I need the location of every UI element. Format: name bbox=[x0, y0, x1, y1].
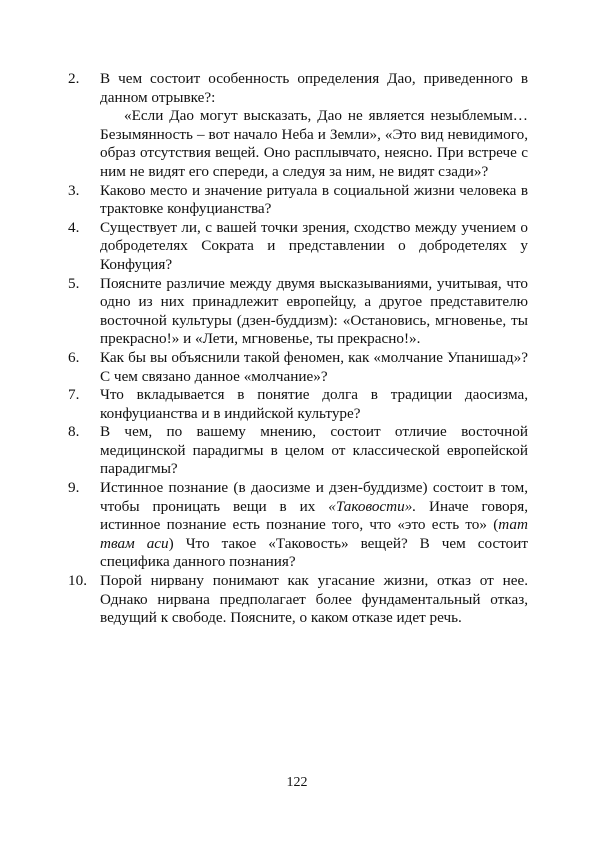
question-item bbox=[68, 423, 528, 479]
question-text: Каково место и значение ритуала в социальной жизни человека в трактовке конфуцианства? bbox=[100, 181, 528, 218]
question-text bbox=[100, 479, 528, 572]
question-text-part: Истинное познание (в даосизме и дзен-буддизме) состоит в том, чтобы проницать вещи в их bbox=[100, 479, 528, 515]
question-item bbox=[68, 386, 528, 423]
question-item bbox=[68, 572, 528, 628]
question-text-italic: тат твам аси bbox=[100, 516, 528, 552]
page-number: 122 bbox=[286, 775, 308, 790]
question-number: 10. bbox=[68, 572, 87, 590]
question-number: 6. bbox=[68, 348, 80, 366]
question-item bbox=[68, 182, 528, 219]
tao-quote: «Если Дао могут высказать, Дао не является незыблемым… Безымянность – вот начало Неба и Земли», «Это вид невидимого, образ отсутствия вещей. Оно расплывчато, неясно. При встрече с ним не видят его спереди, а следуя за ним, не видят сзади»? bbox=[100, 107, 528, 180]
question-text-part: Иначе говоря, истинное познание есть познание того, что «это есть то» ( bbox=[100, 497, 529, 534]
question-text: В чем состоит особенность определения Дао, приведенного в данном отрывке?: bbox=[100, 70, 528, 106]
question-number: 3. bbox=[68, 181, 80, 199]
question-text: Порой нирвану понимают как угасание жизни, отказ от нее. Однако нирвана предполагает более фундаментальный отказ, ведущий к свободе. Поясните, о каком отказе идет речь. bbox=[100, 572, 528, 627]
question-number: 7. bbox=[68, 386, 80, 404]
question-text: Как бы вы объяснили такой феномен, как «молчание Упанишад»? С чем связано данное «молчание»? bbox=[100, 348, 528, 385]
question-number: 4. bbox=[68, 218, 80, 236]
question-item bbox=[68, 479, 528, 572]
question-text: Существует ли, с вашей точки зрения, сходство между учением о добродетелях Сократа и представлении о добродетелях у Конфуция? bbox=[100, 218, 528, 273]
question-item bbox=[68, 275, 528, 349]
question-number: 2. bbox=[68, 70, 80, 87]
question-list bbox=[68, 70, 528, 628]
question-item bbox=[68, 349, 528, 386]
question-number: 9. bbox=[68, 479, 80, 497]
question-text: Что вкладывается в понятие долга в традиции даосизма, конфуцианства и в индийской культуре? bbox=[100, 386, 528, 422]
question-number: 8. bbox=[68, 423, 80, 441]
question-text-italic: «Таковости». bbox=[328, 497, 417, 515]
question-text: В чем, по вашему мнению, состоит отличие восточной медицинской парадигмы в целом от классической европейской парадигмы? bbox=[100, 423, 528, 478]
question-item bbox=[68, 219, 528, 275]
question-text-part: ) Что такое «Таковость» вещей? В чем состоит специфика данного познания? bbox=[100, 534, 528, 571]
question-number: 5. bbox=[68, 274, 80, 292]
question-item bbox=[68, 70, 528, 107]
question-text: Поясните различие между двумя высказываниями, учитывая, что одно из них принадлежит европейцу, а другое представителю восточной культуры (дзен-буддизм): «Остановись, мгновенье, ты прекрасно!» и «Лети, мгновенье, ты прекрасно!». bbox=[100, 274, 528, 348]
